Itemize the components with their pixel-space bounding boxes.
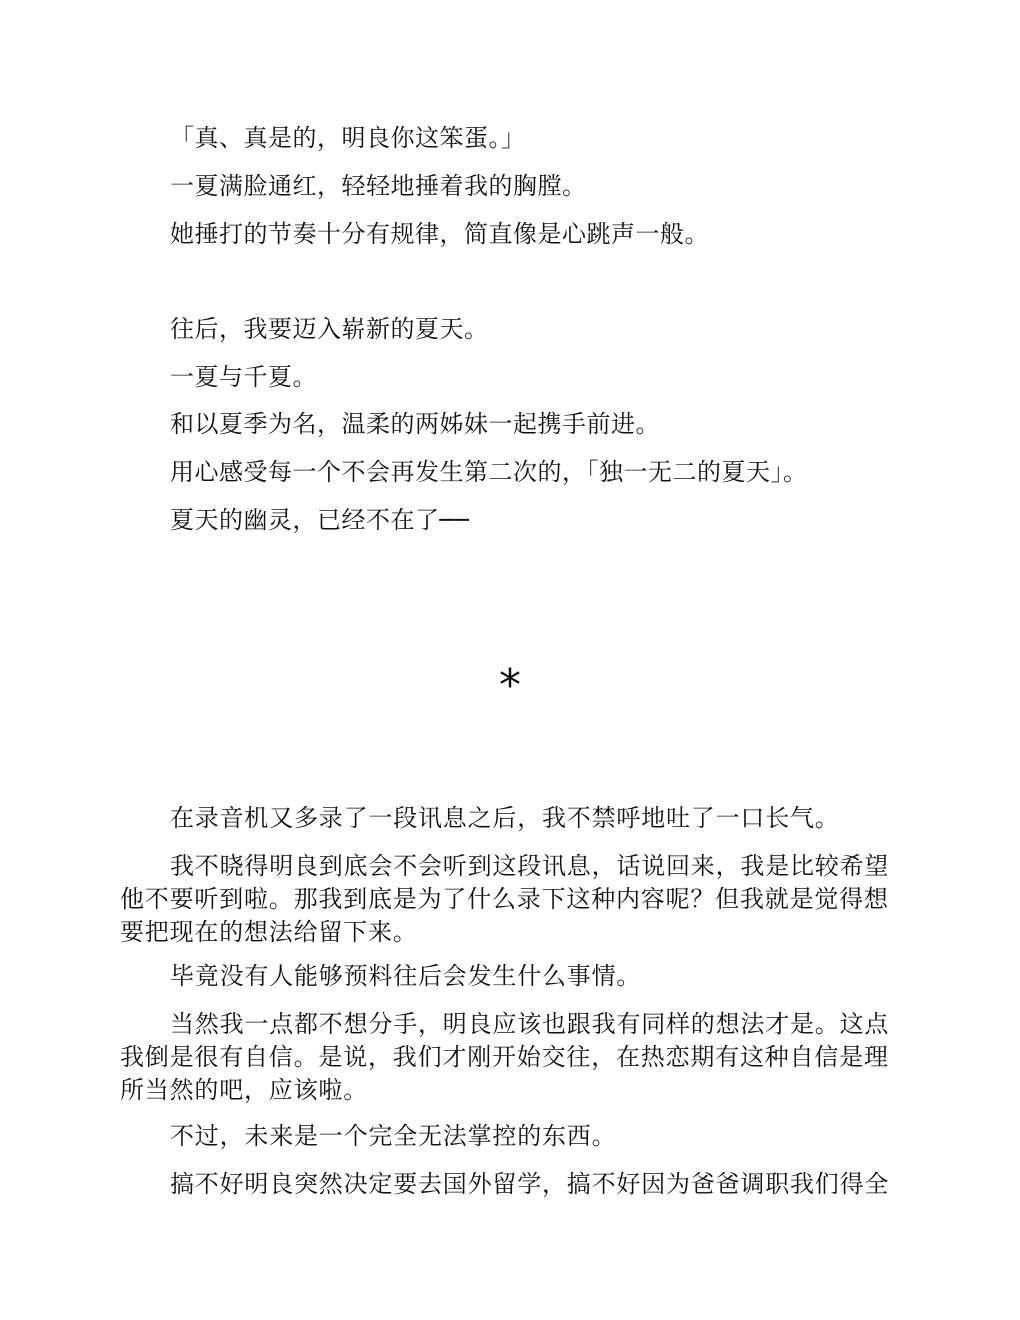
narration-line: 和以夏季为名，温柔的两姊妹一起携手前进。 (170, 410, 660, 438)
section-separator: * (499, 660, 521, 711)
narration-line: 一夏与千夏。 (170, 363, 317, 391)
narration-line: 用心感受每一个不会再发生第二次的，「独一无二的夏天」。 (170, 458, 808, 486)
paragraph: 我不晓得明良到底会不会听到这段讯息，话说回来，我是比较希望他不要听到啦。那我到底是为了什么录下这种内容呢？但我就是觉得想要把现在的想法给留下来。 (120, 852, 890, 946)
paragraph: 在录音机又多录了一段讯息之后，我不禁呼地吐了一口长气。 (170, 804, 840, 832)
paragraph: 不过，未来是一个完全无法掌控的东西。 (170, 1122, 617, 1150)
narration-line: 夏天的幽灵，已经不在了── (170, 506, 470, 534)
narration-line: 她捶打的节奏十分有规律，简直像是心跳声一般。 (170, 220, 709, 248)
narration-line: 一夏满脸通红，轻轻地捶着我的胸膛。 (170, 172, 587, 200)
narration-line: 往后，我要迈入崭新的夏天。 (170, 315, 489, 343)
paragraph: 搞不好明良突然决定要去国外留学，搞不好因为爸爸调职我们得全 (170, 1170, 890, 1198)
paragraph: 毕竟没有人能够预料往后会发生什么事情。 (170, 962, 642, 990)
paragraph: 当然我一点都不想分手，明良应该也跟我有同样的想法才是。这点我倒是很有自信。是说，我们才刚开始交往，在热恋期有这种自信是理所当然的吧，应该啦。 (120, 1010, 890, 1104)
dialogue-line: 「真、真是的，明良你这笨蛋。」 (170, 124, 526, 152)
